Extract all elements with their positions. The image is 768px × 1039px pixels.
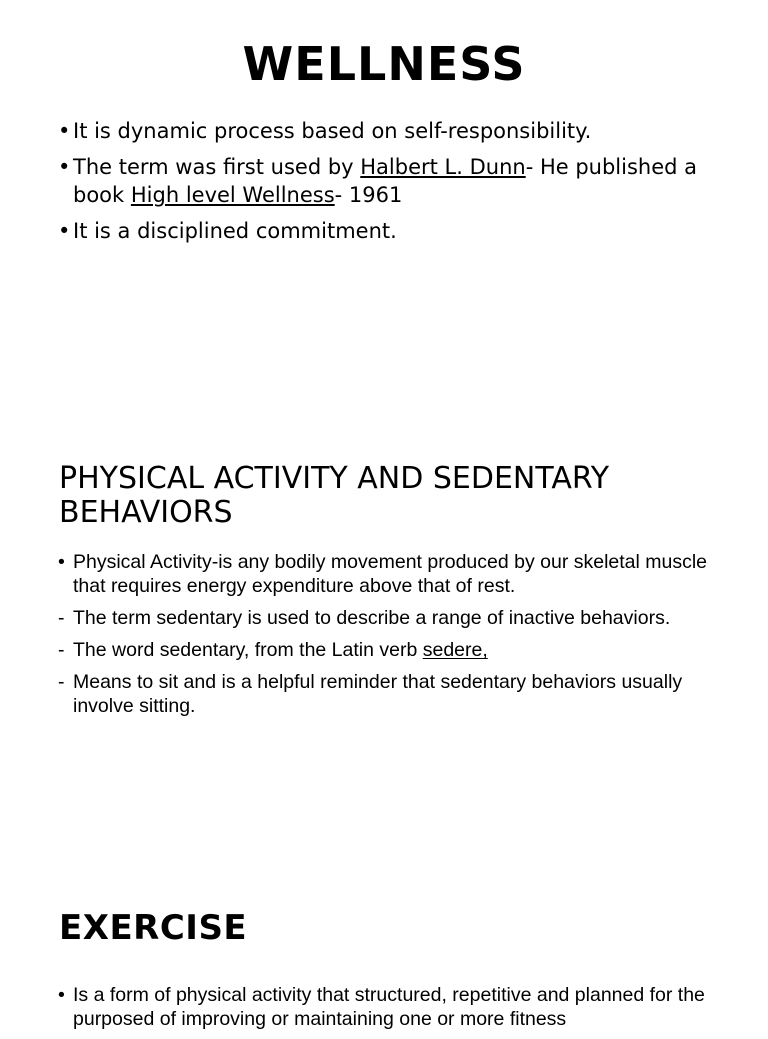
bullet-text: It is dynamic process based on self-responsibility. [73,119,592,143]
bullet-text: - 1961 [334,183,403,207]
bullet-text: Means to sit and is a helpful reminder that sedentary behaviors usually involve sitting. [73,671,683,717]
slide-title: EXERCISE [59,908,248,948]
bullet-marker: • [58,984,65,1006]
list-item [58,550,728,598]
bullet-text: It is a disciplined commitment. [73,219,397,243]
bullet-text: The word sedentary, from the Latin verb [73,639,423,661]
bullet-text: The term was first used by [73,155,361,179]
bullet-list [58,550,728,726]
list-item [58,117,718,145]
bullet-list [58,117,718,253]
list-item [58,606,728,630]
book-title-underlined: High level Wellness [130,183,335,207]
slide-wellness [0,0,768,400]
bullet-list [58,983,728,1039]
bullet-text: - He published a book [73,155,698,207]
author-name-underlined: Halbert L. Dunn [360,155,526,179]
slide-title: WELLNESS [242,37,526,91]
list-item [58,670,728,718]
dash-marker: - [58,607,65,629]
bullet-text: Physical Activity-is any bodily movement produced by our skeletal muscle that requires energy expenditure above that of rest. [73,551,708,597]
dash-marker: - [58,671,65,693]
bullet-marker: • [58,155,71,179]
bullet-text: The term sedentary is used to describe a range of inactive behaviors. [73,607,671,629]
slide-title: PHYSICAL ACTIVITY AND SEDENTARY BEHAVIORS [59,461,610,530]
list-item [58,217,718,245]
dash-marker: - [58,639,65,661]
latin-word-underlined: sedere, [422,639,488,661]
bullet-marker: • [58,219,71,243]
slide-exercise [0,880,768,1030]
bullet-text: Is a form of physical activity that structured, repetitive and planned for the purposed of improving or maintaining one or more fitness [73,984,705,1030]
slide-physical-activity [0,440,768,770]
bullet-marker: • [58,119,71,143]
list-item [58,638,728,662]
bullet-marker: • [58,551,65,573]
list-item [58,153,718,209]
